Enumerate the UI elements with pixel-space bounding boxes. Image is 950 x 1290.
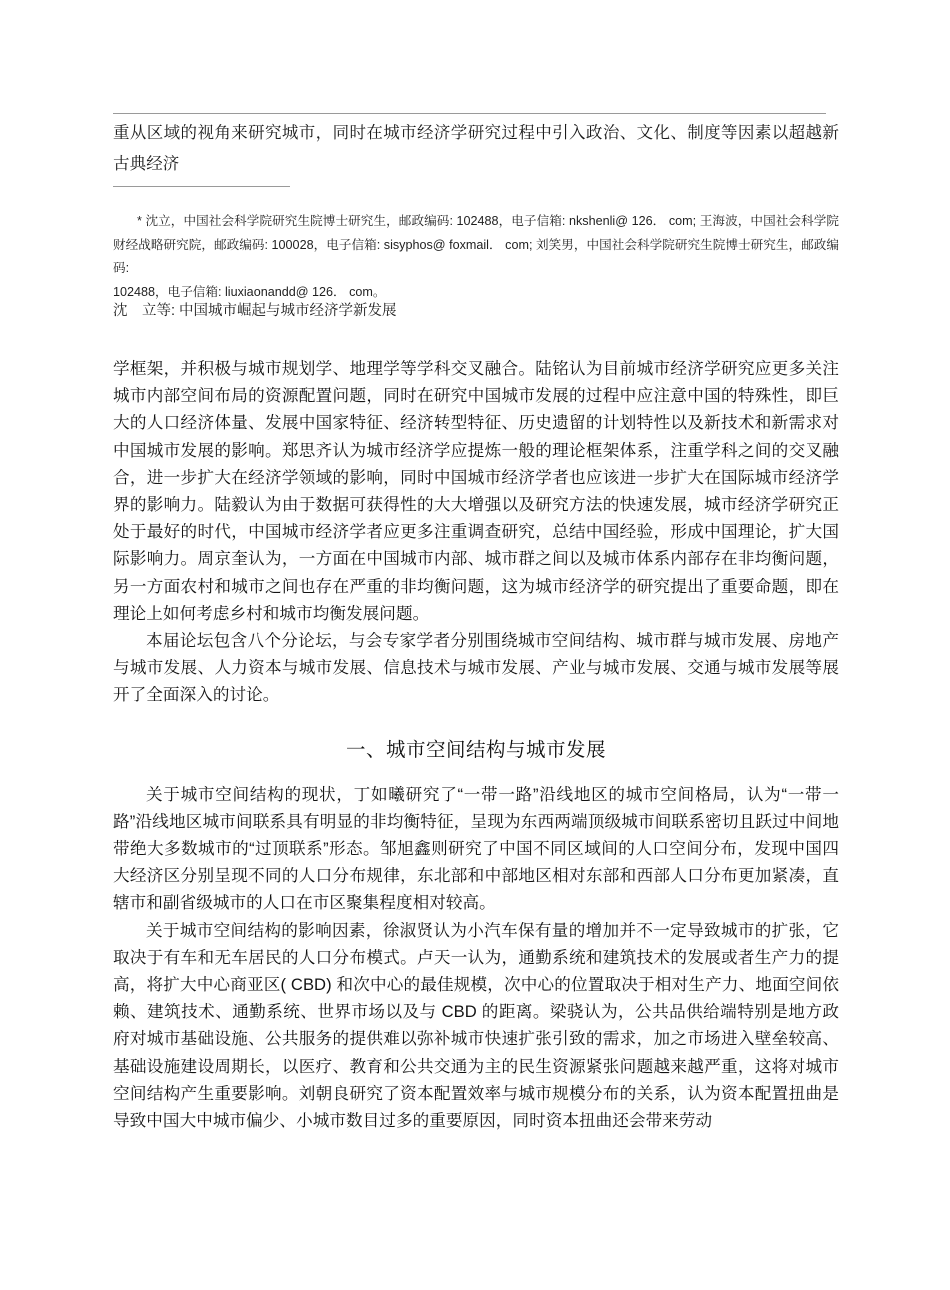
body-paragraph: 本届论坛包含八个分论坛，与会专家学者分别围绕城市空间结构、城市群与城市发展、房地产与城市发展、人力资本与城市发展、信息技术与城市发展、产业与城市发展、交通与城市发展等展开了全面深入的讨论。 [113, 631, 839, 705]
running-head: 沈 立等: 中国城市崛起与城市经济学新发展 [113, 303, 397, 319]
continuation-text: 重从区域的视角来研究城市，同时在城市经济学研究过程中引入政治、文化、制度等因素以超越新古典经济 [113, 124, 839, 173]
continuation-text-block [113, 118, 839, 180]
section-heading: 一、城市空间结构与城市发展 [345, 738, 606, 761]
body-paragraph: 学框架，并积极与城市规划学、地理学等学科交叉融合。陆铭认为目前城市经济学研究应更多关注城市内部空间布局的资源配置问题，同时在研究中国城市发展的过程中应注意中国的特殊性，即巨大的人口经济体量、发展中国家特征、经济转型特征、历史遗留的计划特性以及新技术和新需求对中国城市发展的影响。郑思齐认为城市经济学应提炼一般的理论框架体系，注重学科之间的交叉融合，进一步扩大在经济学领域的影响，同时中国城市经济学者也应该进一步扩大在国际城市经济学界的影响力。陆毅认为由于数据可获得性的大大增强以及研究方法的快速发展，城市经济学研究正处于最好的时代，中国城市经济学者应更多注重调查研究，总结中国经验，形成中国理论，扩大国际影响力。周京奎认为，一方面在中国城市内部、城市群之间以及城市体系内部存在非均衡问题，另一方面农村和城市之间也存在严重的非均衡问题，这为城市经济学的研究提出了重要命题，即在理论上如何考虑乡村和城市均衡发展问题。 [113, 359, 839, 623]
footnote-block [113, 210, 839, 304]
body-paragraph: 关于城市空间结构的影响因素，徐淑贤认为小汽车保有量的增加并不一定导致城市的扩张，它取决于有车和无车居民的人口分布模式。卢天一认为，通勤系统和建筑技术的发展或者生产力的提高，将扩大中心商亚区( CBD) 和次中心的最佳规模，次中心的位置取决于相对生产力、地面空间依赖、建筑技术、通勤系统、世界市场以及与 CBD 的距离。梁骁认为，公共品供给端特别是地方政府对城市基础设施、公共服务的提供难以弥补城市快速扩张引致的需求，加之市场进入壁垒较高、基础设施建设周期长，以医疗、教育和公共交通为主的民生资源紧张问题越来越严重，这将对城市空间结构产生重要影响。刘朝良研究了资本配置效率与城市规模分布的关系，认为资本配置扭曲是导致中国大中城市偏少、小城市数目过多的重要原因，同时资本扭曲还会带来劳动 [113, 920, 839, 1131]
body-paragraph: 关于城市空间结构的现状，丁如曦研究了“一带一路”沿线地区的城市空间格局，认为“一带一路”沿线地区城市间联系具有明显的非均衡特征，呈现为东西两端顶级城市间联系密切且跃过中间地带绝大多数城市的“过顶联系”形态。邹旭鑫则研究了中国不同区域间的人口空间分布，发现中国四大经济区分别呈现不同的人口分布规律，东北部和中部地区相对东部和西部人口分布更加紧凑，直辖市和副省级城市的人口在市区聚集程度相对较高。 [113, 784, 839, 913]
footnote-authors-paragraph: * 沈立，中国社会科学院研究生院博士研究生，邮政编码: 102488，电子信箱: nkshenli@ 126． com; 王海波，中国社会科学院财经战略研究院，邮政编码: 100028，电子信箱: sisyphos@ foxmail． com; 刘笑男，中国社会科学院研究生院博士研究生，邮政编码: [113, 214, 839, 275]
footnote-separator-rule [113, 186, 290, 187]
top-horizontal-rule [113, 113, 826, 114]
body-text-block [113, 355, 839, 1134]
footnote-continuation-line: 102488，电子信箱: liuxiaonandd@ 126． com。 [113, 284, 386, 299]
